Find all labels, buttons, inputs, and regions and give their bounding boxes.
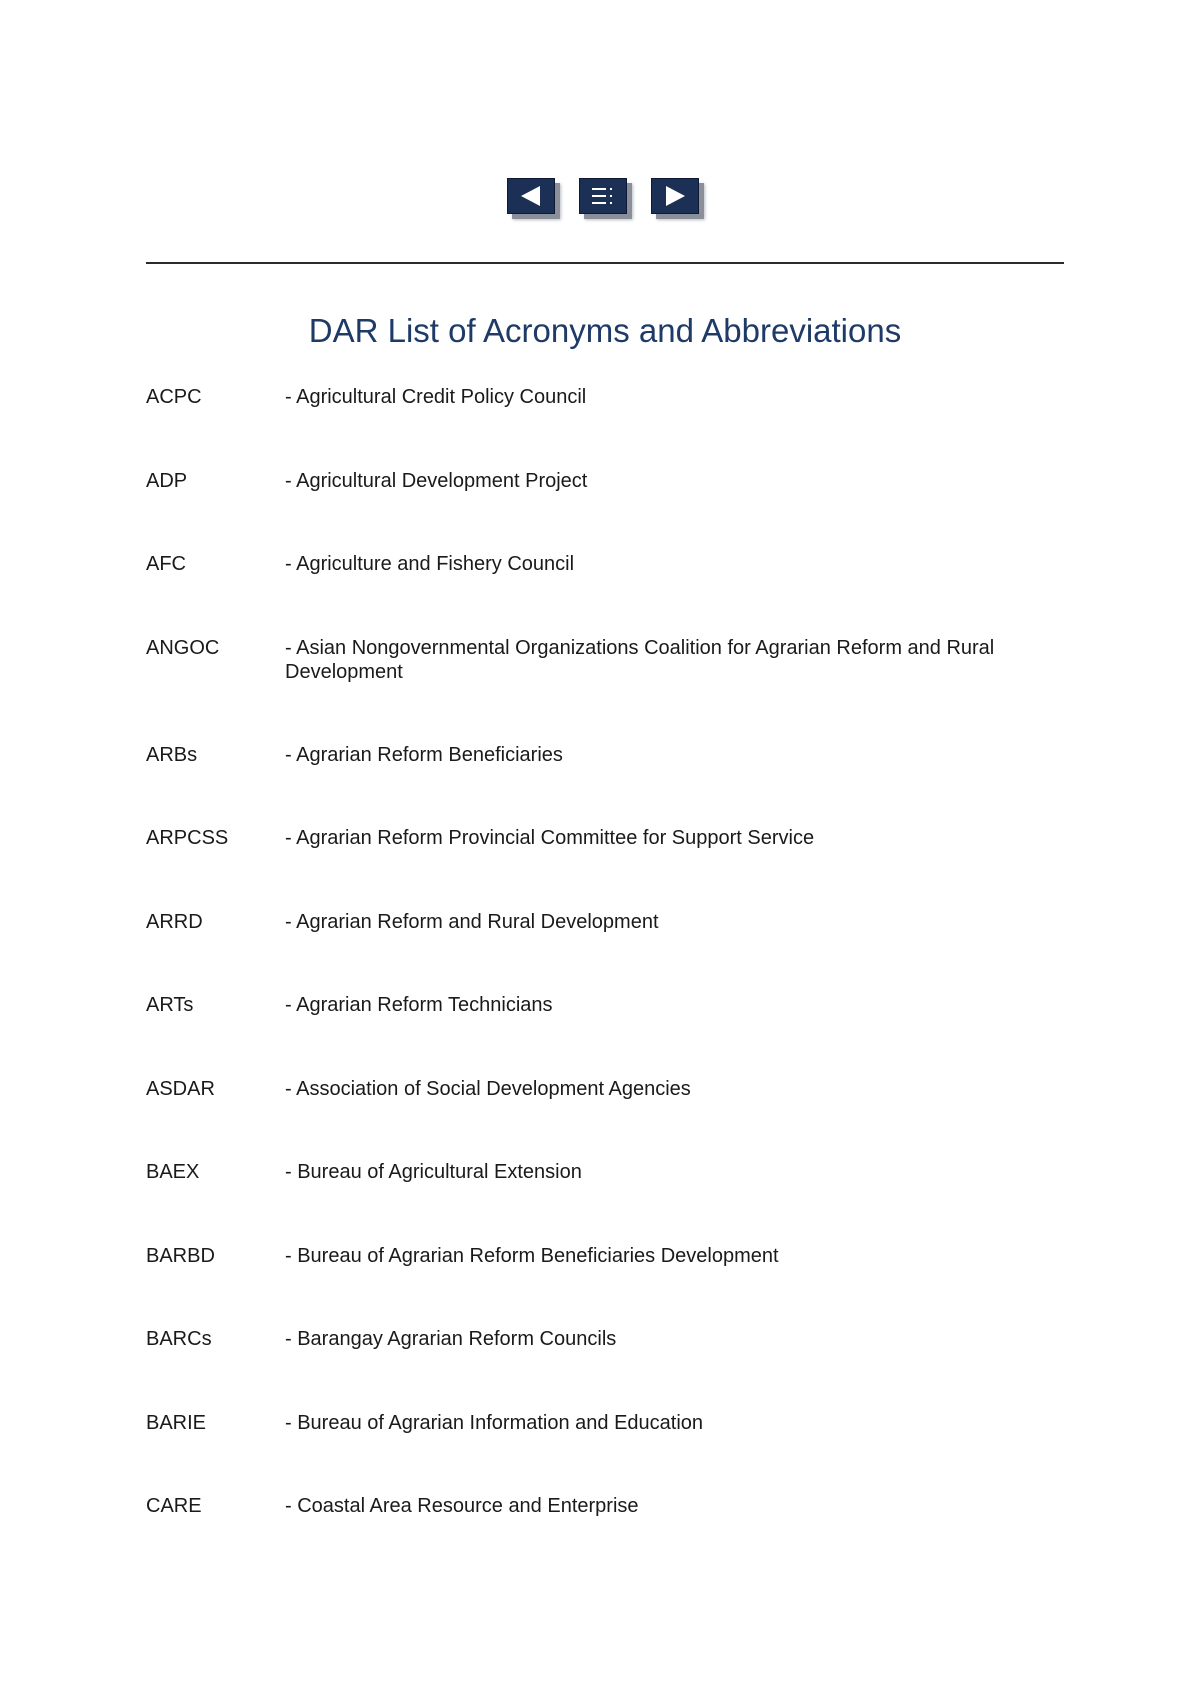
acronym: BARBD (146, 1244, 215, 1267)
previous-page-button[interactable] (507, 178, 555, 214)
acronym: ACPC (146, 386, 202, 408)
acronym-entry (146, 910, 1046, 994)
acronym: BAEX (146, 1161, 200, 1183)
acronym-entry (146, 1411, 1046, 1495)
acronym: BARCs (146, 1328, 212, 1350)
acronym-entry (146, 743, 1046, 827)
acronym-entry (146, 385, 1046, 469)
acronym-entry (146, 469, 1046, 553)
acronym-definition: - Agricultural Development Project (285, 469, 588, 492)
acronym: ARTs (146, 994, 194, 1016)
acronym-definition: - Agricultural Credit Policy Council (285, 386, 587, 408)
acronym-entry (146, 1160, 1046, 1244)
acronym-entry (146, 1077, 1046, 1161)
acronym: ANGOC (146, 636, 220, 659)
acronym-definition: - Association of Social Development Agencies (285, 1077, 691, 1100)
horizontal-divider (146, 262, 1064, 264)
acronym-entry (146, 1244, 1046, 1328)
acronym-definition: - Agrarian Reform Provincial Committee for Support Service (285, 827, 815, 849)
acronym: ARRD (146, 910, 203, 933)
acronym-definition: - Agrarian Reform and Rural Development (285, 910, 659, 933)
acronym-entry (146, 636, 1046, 743)
acronym-definition: - Barangay Agrarian Reform Councils (285, 1328, 617, 1350)
acronym: AFC (146, 553, 186, 575)
acronym-definition: - Asian Nongovernmental Organizations Coalition for Agrarian Reform and Rural Development (285, 636, 995, 683)
acronym-definition: - Bureau of Agricultural Extension (285, 1161, 582, 1183)
acronym: BARIE (146, 1411, 207, 1434)
acronym-definition: - Bureau of Agrarian Information and Education (285, 1411, 704, 1434)
acronym-entry (146, 826, 1046, 910)
contents-button[interactable] (579, 178, 627, 214)
acronym-definition: - Coastal Area Resource and Enterprise (285, 1495, 639, 1517)
page-title: DAR List of Acronyms and Abbreviations (308, 312, 902, 349)
acronym-entry (146, 993, 1046, 1077)
acronym-definition: - Agrarian Reform Technicians (285, 994, 553, 1016)
acronym-entry (146, 552, 1046, 636)
next-page-button[interactable] (651, 178, 699, 214)
acronym-entry (146, 1327, 1046, 1411)
acronym: ARPCSS (146, 827, 229, 849)
list-icon (589, 185, 617, 207)
acronym: ASDAR (146, 1077, 215, 1100)
acronym: ADP (146, 469, 188, 492)
acronym-definition: - Agrarian Reform Beneficiaries (285, 743, 563, 766)
page-navigation (0, 178, 1200, 214)
acronym-list (146, 385, 1046, 1578)
triangle-right-icon (662, 185, 688, 207)
acronym: CARE (146, 1495, 202, 1517)
acronym: ARBs (146, 743, 198, 766)
acronym-definition: - Agriculture and Fishery Council (285, 553, 575, 575)
acronym-definition: - Bureau of Agrarian Reform Beneficiaries Development (285, 1244, 779, 1267)
acronym-entry (146, 1494, 1046, 1578)
triangle-left-icon (518, 185, 544, 207)
